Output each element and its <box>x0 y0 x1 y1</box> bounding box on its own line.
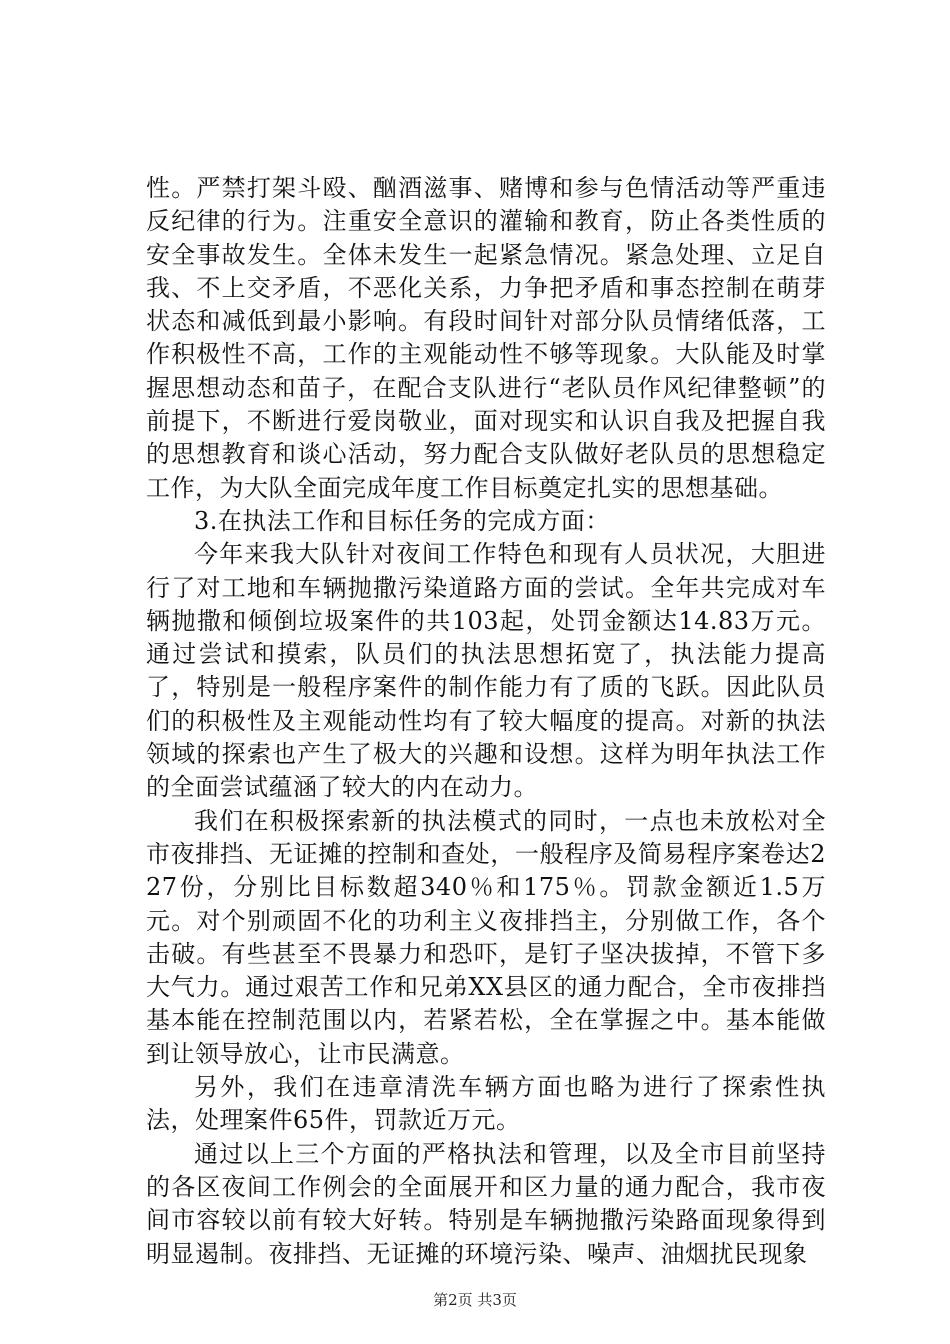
section-heading-3: 3.在执法工作和目标任务的完成方面： <box>194 506 610 535</box>
paragraph-night-stalls: 我们在积极探索新的执法模式的同时，一点也未放松对全市夜排挡、无证摊的控制和查处，一般程序及简易程序案卷达227份，分别比目标数超340％和175％。罚款金额近1.5万元。对个别顽固不化的功利主义夜排挡主，分别做工作，各个击破。有些甚至不畏暴力和恐吓，是钉子坚决拔掉，不管下多大气力。通过艰苦工作和兄弟XX县区的通力配合，全市夜排挡基本能在控制范围以内，若紧若松，全在掌握之中。基本能做到让领导放心，让市民满意。 <box>146 806 826 1068</box>
body-text <box>146 172 826 1271</box>
paragraph-enforcement-trial: 今年来我大队针对夜间工作特色和现有人员状况，大胆进行了对工地和车辆抛撒污染道路方面的尝试。全年共完成对车辆抛撒和倾倒垃圾案件的共103起，处罚金额达14.83万元。通过尝试和摸索，队员们的执法思想拓宽了，执法能力提高了，特别是一般程序案件的制作能力有了质的飞跃。因此队员们的积极性及主观能动性均有了较大幅度的提高。对新的执法领域的探索也产生了极大的兴趣和设想。这样为明年执法工作的全面尝试蕴涵了较大的内在动力。 <box>146 540 826 802</box>
page-footer: 第2页 共3页 <box>433 1291 517 1309</box>
paragraph-car-washing: 另外，我们在违章清洗车辆方面也略为进行了探索性执法，处理案件65件，罚款近万元。 <box>146 1073 826 1135</box>
paragraph-summary: 通过以上三个方面的严格执法和管理，以及全市目前坚持的各区夜间工作例会的全面展开和区力量的通力配合，我市夜间市容较以前有较大好转。特别是车辆抛撒污染路面现象得到明显遏制。夜排挡、无证摊的环境污染、噪声、油烟扰民现象 <box>146 1139 826 1268</box>
paragraph-continuation: 性。严禁打架斗殴、酗酒滋事、赌博和参与色情活动等严重违反纪律的行为。注重安全意识的灌输和教育，防止各类性质的安全事故发生。全体未发生一起紧急情况。紧急处理、立足自我、不上交矛盾，不恶化关系，力争把矛盾和事态控制在萌芽状态和减低到最小影响。有段时间针对部分队员情绪低落，工作积极性不高，工作的主观能动性不够等现象。大队能及时掌握思想动态和苗子，在配合支队进行“老队员作风纪律整顿”的前提下，不断进行爱岗敬业，面对现实和认识自我及把握自我的思想教育和谈心活动，努力配合支队做好老队员的思想稳定工作，为大队全面完成年度工作目标奠定扎实的思想基础。 <box>146 174 826 502</box>
